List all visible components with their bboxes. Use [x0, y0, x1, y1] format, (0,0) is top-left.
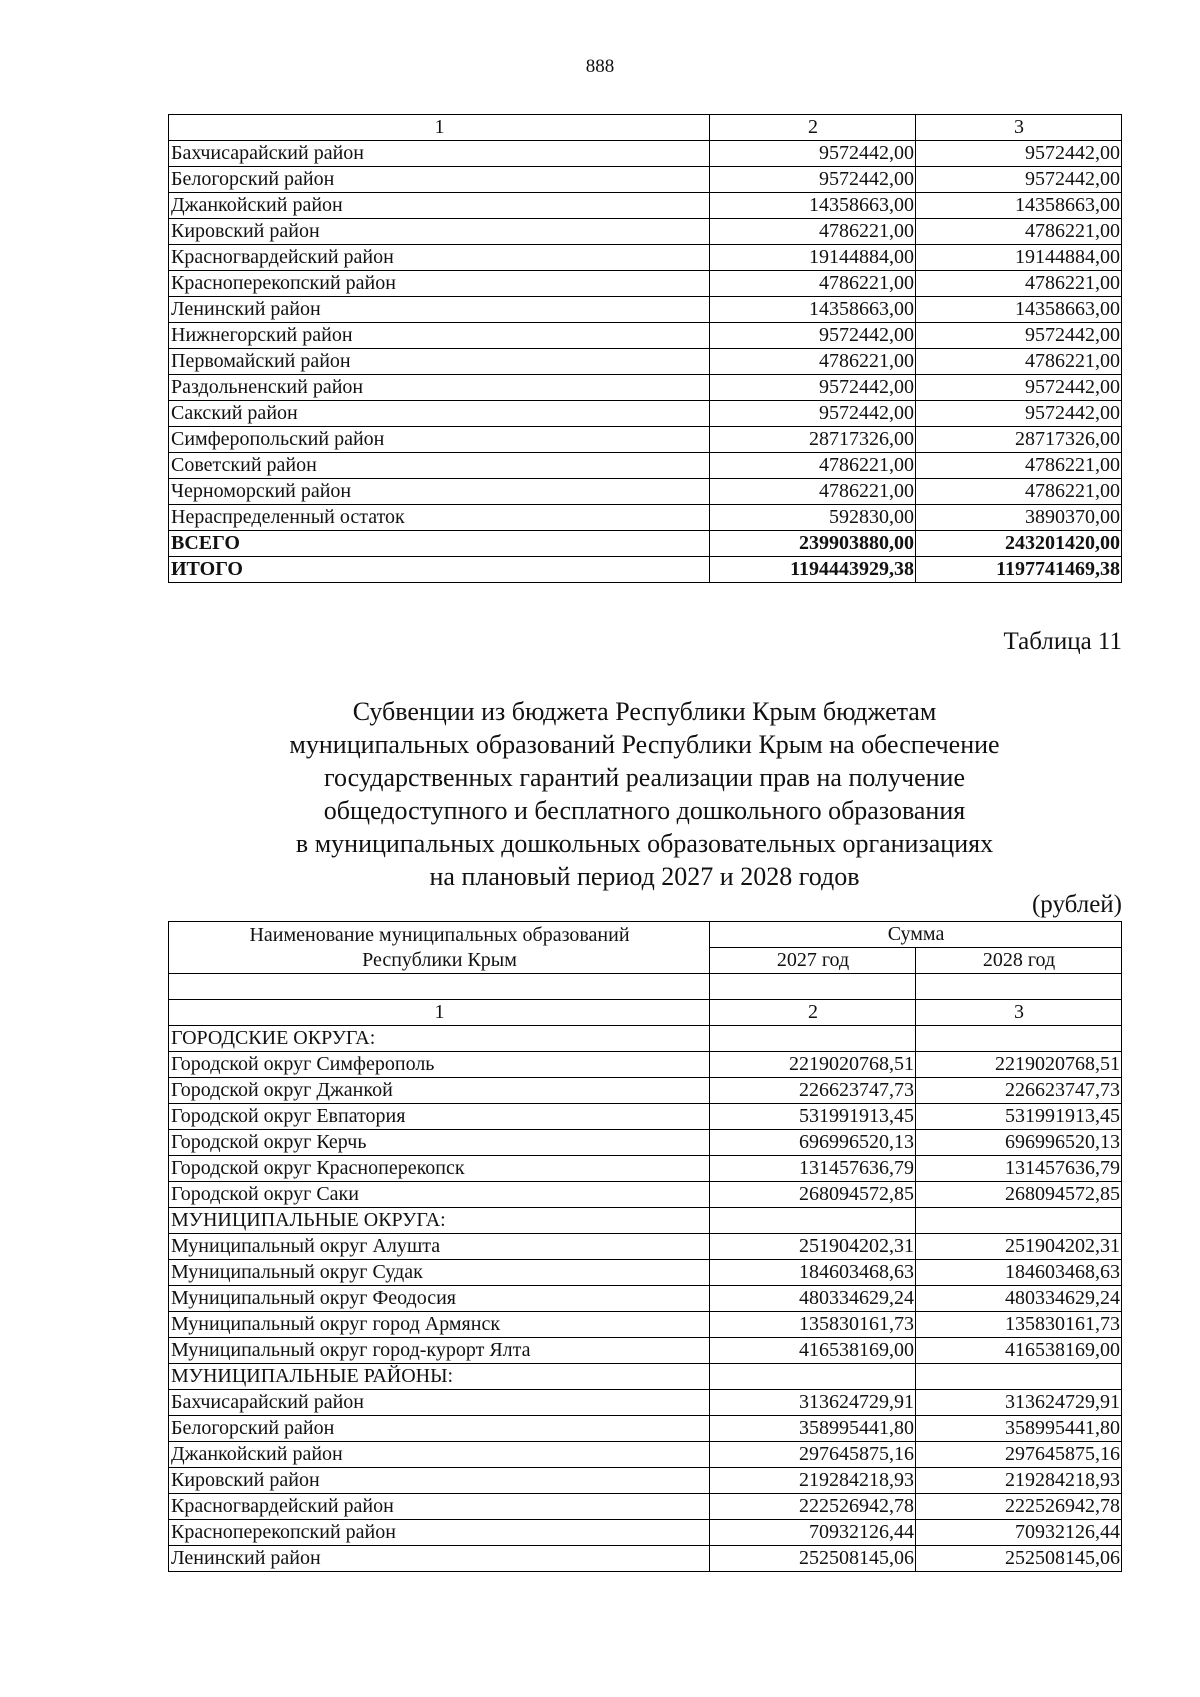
row-value-col3: 9572442,00 [916, 141, 1122, 167]
row-value-col3: 131457636,79 [916, 1156, 1122, 1182]
row-value-col3: 4786221,00 [916, 271, 1122, 297]
title-line: государственных гарантий реализации прав на получение [324, 763, 965, 792]
row-name: Муниципальный округ Феодосия [169, 1286, 710, 1312]
title-line: муниципальных образований Республики Крым на обеспечение [289, 730, 1000, 759]
column-number-row [169, 1000, 1122, 1026]
table-row [169, 141, 1122, 167]
row-name: Муниципальный округ город Армянск [169, 1312, 710, 1338]
row-value-col2: 9572442,00 [710, 167, 916, 193]
table-row [169, 245, 1122, 271]
row-value-col3: 9572442,00 [916, 375, 1122, 401]
table-row [169, 453, 1122, 479]
table-row [169, 297, 1122, 323]
row-value-col3: 4786221,00 [916, 219, 1122, 245]
row-name: Красногвардейский район [169, 245, 710, 271]
row-value-col2 [710, 1364, 916, 1390]
row-name: МУНИЦИПАЛЬНЫЕ РАЙОНЫ: [169, 1364, 710, 1390]
table-row [169, 349, 1122, 375]
row-value-col3: 268094572,85 [916, 1182, 1122, 1208]
table-row [169, 1364, 1122, 1390]
row-value-col3: 70932126,44 [916, 1520, 1122, 1546]
table-row [169, 531, 1122, 557]
row-name: Городской округ Керчь [169, 1130, 710, 1156]
header-row-1 [169, 922, 1122, 948]
row-name: Красногвардейский район [169, 1494, 710, 1520]
table-row [169, 1026, 1122, 1052]
row-value-col2: 9572442,00 [710, 141, 916, 167]
row-name: Джанкойский район [169, 1442, 710, 1468]
units-label: (рублей) [1031, 891, 1122, 918]
table-row [169, 1260, 1122, 1286]
col-number-2: 2 [710, 1000, 916, 1026]
row-value-col3: 14358663,00 [916, 193, 1122, 219]
row-name: ГОРОДСКИЕ ОКРУГА: [169, 1026, 710, 1052]
subventions-table-body [169, 922, 1122, 1572]
row-value-col3: 135830161,73 [916, 1312, 1122, 1338]
table-row [169, 1442, 1122, 1468]
row-value-col3: 696996520,13 [916, 1130, 1122, 1156]
row-value-col2: 9572442,00 [710, 323, 916, 349]
row-value-col3: 313624729,91 [916, 1390, 1122, 1416]
row-value-col3: 252508145,06 [916, 1546, 1122, 1572]
table-row [169, 1494, 1122, 1520]
row-value-col2: 28717326,00 [710, 427, 916, 453]
table-row [169, 323, 1122, 349]
header-name-line1: Наименование муниципальных образований [249, 923, 630, 946]
table-row [169, 479, 1122, 505]
row-value-col3: 243201420,00 [916, 531, 1122, 557]
table-row [169, 557, 1122, 583]
previous-table-continuation [168, 114, 1122, 583]
row-value-col3: 4786221,00 [916, 453, 1122, 479]
row-name: Кировский район [169, 1468, 710, 1494]
row-value-col2: 696996520,13 [710, 1130, 916, 1156]
row-value-col2: 226623747,73 [710, 1078, 916, 1104]
row-value-col2 [710, 1208, 916, 1234]
title-line: в муниципальных дошкольных образовательных организациях [295, 829, 994, 858]
row-value-col3: 219284218,93 [916, 1468, 1122, 1494]
row-name: Городской округ Евпатория [169, 1104, 710, 1130]
row-name: Первомайский район [169, 349, 710, 375]
row-value-col3: 14358663,00 [916, 297, 1122, 323]
row-value-col3: 9572442,00 [916, 323, 1122, 349]
row-name: ИТОГО [169, 557, 710, 583]
row-name: Городской округ Красноперекопск [169, 1156, 710, 1182]
row-name: МУНИЦИПАЛЬНЫЕ ОКРУГА: [169, 1208, 710, 1234]
row-value-col2: 70932126,44 [710, 1520, 916, 1546]
header-name-cell [169, 922, 710, 974]
row-name: Раздольненский район [169, 375, 710, 401]
col-number-1: 1 [169, 115, 710, 141]
row-name: Бахчисарайский район [169, 141, 710, 167]
row-name: Муниципальный округ Алушта [169, 1234, 710, 1260]
row-value-col3: 9572442,00 [916, 401, 1122, 427]
row-name: Муниципальный округ город-курорт Ялта [169, 1338, 710, 1364]
table-row [169, 1338, 1122, 1364]
page-number: 888 [585, 56, 615, 77]
table-row [169, 167, 1122, 193]
row-value-col3: 4786221,00 [916, 479, 1122, 505]
row-value-col3 [916, 1208, 1122, 1234]
row-name: ВСЕГО [169, 531, 710, 557]
subventions-table [168, 921, 1122, 1572]
row-name: Ленинский район [169, 1546, 710, 1572]
row-value-col3 [916, 1026, 1122, 1052]
row-name: Ленинский район [169, 297, 710, 323]
row-value-col2: 14358663,00 [710, 193, 916, 219]
row-value-col3 [916, 1364, 1122, 1390]
row-value-col2: 297645875,16 [710, 1442, 916, 1468]
column-number-row [169, 115, 1122, 141]
table-row [169, 1468, 1122, 1494]
table-row [169, 1052, 1122, 1078]
header-year-2028: 2028 год [916, 948, 1122, 974]
row-value-col3: 4786221,00 [916, 349, 1122, 375]
row-value-col2: 9572442,00 [710, 401, 916, 427]
row-name: Нераспределенный остаток [169, 505, 710, 531]
row-name: Красноперекопский район [169, 1520, 710, 1546]
row-value-col2: 135830161,73 [710, 1312, 916, 1338]
row-value-col3: 184603468,63 [916, 1260, 1122, 1286]
row-value-col2: 239903880,00 [710, 531, 916, 557]
row-value-col2: 184603468,63 [710, 1260, 916, 1286]
table-row [169, 1312, 1122, 1338]
row-value-col2: 4786221,00 [710, 219, 916, 245]
header-name-line2: Республики Крым [362, 948, 517, 971]
row-value-col2: 14358663,00 [710, 297, 916, 323]
row-value-col2: 4786221,00 [710, 479, 916, 505]
row-value-col3: 1197741469,38 [916, 557, 1122, 583]
table-row [169, 1078, 1122, 1104]
row-value-col3: 19144884,00 [916, 245, 1122, 271]
table-row [169, 1390, 1122, 1416]
row-value-col2: 313624729,91 [710, 1390, 916, 1416]
row-value-col2: 592830,00 [710, 505, 916, 531]
row-value-col2: 358995441,80 [710, 1416, 916, 1442]
row-name: Белогорский район [169, 167, 710, 193]
row-value-col3: 480334629,24 [916, 1286, 1122, 1312]
row-value-col3: 358995441,80 [916, 1416, 1122, 1442]
header-year-2027: 2027 год [710, 948, 916, 974]
row-value-col2: 531991913,45 [710, 1104, 916, 1130]
row-name: Бахчисарайский район [169, 1390, 710, 1416]
title-line: общедоступного и бесплатного дошкольного образования [323, 796, 966, 825]
table-row [169, 271, 1122, 297]
row-value-col3: 9572442,00 [916, 167, 1122, 193]
row-name: Белогорский район [169, 1416, 710, 1442]
row-name: Черноморский район [169, 479, 710, 505]
table-row [169, 401, 1122, 427]
table-row [169, 219, 1122, 245]
row-name: Джанкойский район [169, 193, 710, 219]
col-number-3: 3 [916, 115, 1122, 141]
table-row [169, 1130, 1122, 1156]
row-name: Красноперекопский район [169, 271, 710, 297]
table-row [169, 193, 1122, 219]
row-value-col3: 3890370,00 [916, 505, 1122, 531]
table-title [168, 695, 1121, 893]
row-value-col2: 222526942,78 [710, 1494, 916, 1520]
row-value-col3: 251904202,31 [916, 1234, 1122, 1260]
row-value-col3: 531991913,45 [916, 1104, 1122, 1130]
row-value-col2 [710, 1026, 916, 1052]
row-value-col3: 222526942,78 [916, 1494, 1122, 1520]
title-line: Субвенции из бюджета Республики Крым бюджетам [352, 697, 937, 726]
row-value-col2: 4786221,00 [710, 271, 916, 297]
table-row [169, 1208, 1122, 1234]
table-row [169, 1104, 1122, 1130]
row-value-col2: 480334629,24 [710, 1286, 916, 1312]
row-value-col2: 1194443929,38 [710, 557, 916, 583]
row-value-col2: 19144884,00 [710, 245, 916, 271]
col-number-1: 1 [169, 1000, 710, 1026]
row-name: Сакский район [169, 401, 710, 427]
row-name: Советский район [169, 453, 710, 479]
row-value-col2: 4786221,00 [710, 453, 916, 479]
row-name: Городской округ Джанкой [169, 1078, 710, 1104]
header-spacer [169, 974, 1122, 1000]
title-line: на плановый период 2027 и 2028 годов [429, 862, 860, 891]
table-row [169, 505, 1122, 531]
table-row [169, 1416, 1122, 1442]
table-row [169, 1520, 1122, 1546]
table-row [169, 1182, 1122, 1208]
table-caption: Таблица 11 [1003, 628, 1122, 655]
row-value-col2: 219284218,93 [710, 1468, 916, 1494]
row-value-col2: 9572442,00 [710, 375, 916, 401]
row-value-col3: 416538169,00 [916, 1338, 1122, 1364]
table-row [169, 1156, 1122, 1182]
row-value-col2: 2219020768,51 [710, 1052, 916, 1078]
previous-table-body [169, 115, 1122, 583]
row-name: Городской округ Симферополь [169, 1052, 710, 1078]
row-value-col3: 28717326,00 [916, 427, 1122, 453]
row-value-col3: 226623747,73 [916, 1078, 1122, 1104]
table-row [169, 427, 1122, 453]
row-name: Нижнегорский район [169, 323, 710, 349]
table-row [169, 1546, 1122, 1572]
row-name: Симферопольский район [169, 427, 710, 453]
row-value-col2: 251904202,31 [710, 1234, 916, 1260]
col-number-3: 3 [916, 1000, 1122, 1026]
table-row [169, 375, 1122, 401]
row-name: Кировский район [169, 219, 710, 245]
row-value-col2: 268094572,85 [710, 1182, 916, 1208]
row-value-col2: 252508145,06 [710, 1546, 916, 1572]
row-value-col3: 297645875,16 [916, 1442, 1122, 1468]
table-row [169, 1286, 1122, 1312]
row-name: Городской округ Саки [169, 1182, 710, 1208]
row-value-col3: 2219020768,51 [916, 1052, 1122, 1078]
row-name: Муниципальный округ Судак [169, 1260, 710, 1286]
row-value-col2: 131457636,79 [710, 1156, 916, 1182]
table-row [169, 1234, 1122, 1260]
col-number-2: 2 [710, 115, 916, 141]
row-value-col2: 4786221,00 [710, 349, 916, 375]
row-value-col2: 416538169,00 [710, 1338, 916, 1364]
header-sum: Сумма [710, 922, 1122, 948]
